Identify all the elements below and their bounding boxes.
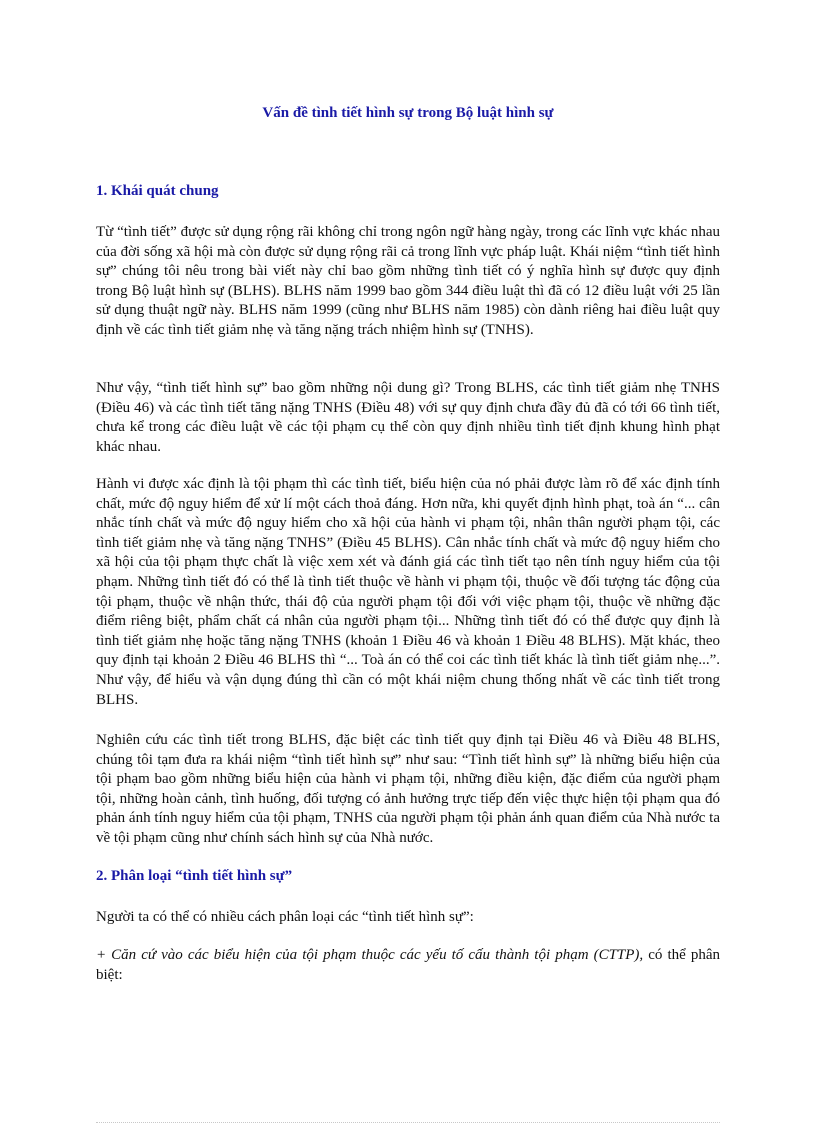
section-2-intro: Người ta có thể có nhiều cách phân loại các “tình tiết hình sự”:: [96, 909, 474, 925]
section-2-heading: 2. Phân loại “tình tiết hình sự”: [96, 868, 293, 884]
section-2-item-1-criterion: + Căn cứ vào các biểu hiện của tội phạm thuộc các yếu tố cấu thành tội phạm (CTTP),: [96, 947, 644, 963]
document-title: Vấn đề tình tiết hình sự trong Bộ luật hình sự: [262, 105, 554, 121]
section-2-item-1: [96, 946, 720, 985]
section-2-item-1-tail: có thể phân biệt:: [96, 947, 721, 983]
section-1-heading: 1. Khái quát chung: [96, 183, 219, 199]
section-1-paragraph-4: Nghiên cứu các tình tiết trong BLHS, đặc biệt các tình tiết quy định tại Điều 46 và Điều 48 BLHS, chúng tôi tạm đưa ra khái niệm “tình tiết hình sự” như sau: “Tình tiết hình sự” là những biểu hiện của tội phạm bao gồm những biểu hiện của hành vi phạm tội, những điều kiện, đặc điểm của người phạm tội, những hoàn cảnh, tình huống, đối tượng có ảnh hưởng trực tiếp đến việc thực hiện tội phạm qua đó phản ánh tính nguy hiểm của tội phạm, TNHS của người phạm tội phản ánh quan điểm của Nhà nước ta về tội phạm cũng như chính sách hình sự của Nhà nước.: [96, 732, 720, 846]
section-1-paragraph-3: Hành vi được xác định là tội phạm thì các tình tiết, biểu hiện của nó phải được làm rõ để xác định tính chất, mức độ nguy hiểm để xử lí một cách thoả đáng. Hơn nữa, khi quyết định hình phạt, toà án “... cân nhắc tính chất và mức độ nguy hiểm cho xã hội của hành vi phạm tội, nhân thân người phạm tội, các tình tiết giảm nhẹ và tăng nặng TNHS” (Điều 45 BLHS). Cân nhắc tính chất và mức độ nguy hiểm cho xã hội của tội phạm thực chất là việc xem xét và đánh giá các tình tiết tạo nên tính nguy hiểm của tội phạm. Những tình tiết đó có thể là tình tiết thuộc về hành vi phạm tội, thuộc về đối tượng tác động của tội phạm, thuộc về nhận thức, thái độ của người phạm tội đối với việc phạm tội, thuộc về những đặc điểm riêng biệt, phẩm chất cá nhân của người phạm tội... Những tình tiết đó có thể được quy định là tình tiết giảm nhẹ hoặc tăng nặng TNHS (khoản 1 Điều 46 và khoản 1 Điều 48 BLHS). Mặt khác, theo quy định tại khoản 2 Điều 46 BLHS thì “... Toà án có thể coi các tình tiết khác là tình tiết giảm nhẹ...”. Như vậy, để hiểu và vận dụng đúng thì cần có một khái niệm chung thống nhất về các tình tiết trong BLHS.: [96, 476, 720, 708]
section-1-paragraph-2: Như vậy, “tình tiết hình sự” bao gồm những nội dung gì? Trong BLHS, các tình tiết giảm nhẹ TNHS (Điều 46) và các tình tiết tăng nặng TNHS (Điều 48) với sự quy định chưa đầy đủ đã có tới 66 tình tiết, chưa kể trong các điều luật về các tội phạm cụ thể còn quy định nhiều tình tiết định khung hình phạt khác nhau.: [96, 380, 720, 455]
section-1-paragraph-1: Từ “tình tiết” được sử dụng rộng rãi không chỉ trong ngôn ngữ hàng ngày, trong các lĩnh vực khác nhau của đời sống xã hội mà còn được sử dụng rộng rãi cả trong lĩnh vực pháp luật. Khái niệm “tình tiết hình sự” chúng tôi nêu trong bài viết này chỉ bao gồm những tình tiết có ý nghĩa hình sự được quy định trong Bộ luật hình sự (BLHS). BLHS năm 1999 bao gồm 344 điều luật thì đã có 12 điều luật với 25 lần sử dụng thuật ngữ này. BLHS năm 1999 (cũng như BLHS năm 1985) còn dành riêng hai điều luật quy định về các tình tiết giảm nhẹ và tăng nặng trách nhiệm hình sự (TNHS).: [96, 224, 720, 338]
